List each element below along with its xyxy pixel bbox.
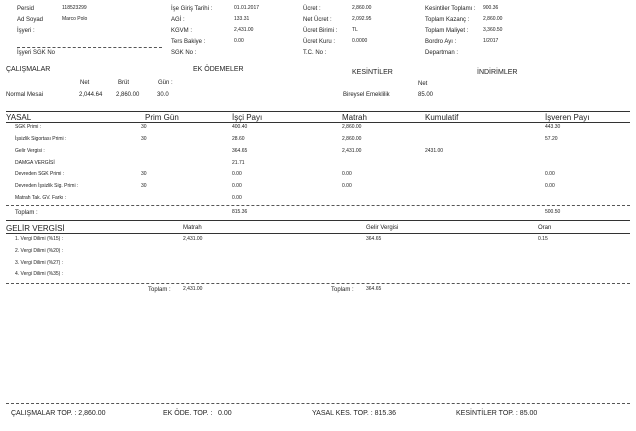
yasal-top-rule	[6, 111, 630, 112]
calismalar-gun-header: Gün :	[158, 80, 173, 86]
ucret-kuru-label: Ücret Kuru :	[303, 39, 336, 45]
gv-dilim2-label: 2. Vergi Dilimi (%20) :	[15, 248, 64, 254]
ucret-kuru-value: 0.0000	[352, 38, 368, 44]
yasal-row-label: İşsizlik Sigortası Primi :	[15, 136, 67, 142]
yasal-row-label: DAMGA VERGİSİ	[15, 160, 55, 166]
yasal-header-rule	[6, 122, 630, 123]
calismalar-title: ÇALIŞMALAR	[6, 66, 51, 73]
yasal-row-label: Devreden İşsizlik Sig. Primi :	[15, 183, 79, 189]
normal-mesai-brut: 2,860.00	[116, 92, 140, 98]
yasal-row-matrah: 2,860.00	[342, 136, 362, 142]
ucret-label: Ücret :	[303, 6, 321, 12]
ise-giris-value: 01.01.2017	[234, 5, 260, 11]
yasal-isveren-payi-header: İşveren Payı	[545, 113, 590, 122]
yasal-row-prim-gun: 30	[141, 171, 147, 177]
yasal-row-matrah: 2,431.00	[342, 148, 362, 154]
yasal-row-isveren: 443.30	[545, 124, 561, 130]
kesintiler-toplami-value: 900.36	[483, 5, 499, 11]
kgvm-label: KGVM :	[171, 28, 193, 34]
gv-dilim1-vergi: 364.65	[366, 236, 382, 242]
bordro-ayi-value: 1/2017	[483, 38, 499, 44]
gv-dilim1-matrah: 2,431.00	[183, 236, 203, 242]
footer-kesintiler-top: KESİNTİLER TOP. : 85.00	[456, 410, 538, 417]
gv-header-rule	[6, 233, 630, 234]
persid-label: Persid	[17, 6, 35, 12]
bireysel-emeklilik-value: 85.00	[418, 92, 434, 98]
gv-toplam-vergi: 364.65	[366, 286, 382, 292]
yasal-toplam-label: Toplam :	[15, 210, 38, 216]
gv-toplam-matrah: 2,431.00	[183, 286, 203, 292]
yasal-row-label: Matrah Tak. GV. Farkı :	[15, 195, 67, 201]
yasal-row-isveren: 0.00	[545, 171, 555, 177]
gv-dilim1-label: 1. Vergi Dilimi (%15) :	[15, 236, 64, 242]
yasal-row-isci: 0.00	[232, 183, 242, 189]
kgvm-value: 2,431.00	[234, 27, 254, 33]
gv-dilim4-label: 4. Vergi Dilimi (%35) :	[15, 271, 64, 277]
footer-ek-ode-top-value: 0.00	[218, 410, 232, 417]
agi-label: AGİ :	[171, 17, 185, 23]
persid-value: 118523299	[62, 5, 87, 11]
net-ucret-value: 2,092.95	[352, 16, 372, 22]
ucret-birimi-label: Ücret Birimi :	[303, 28, 338, 34]
calismalar-net-header: Net	[80, 80, 90, 86]
normal-mesai-label: Normal Mesai	[6, 92, 44, 98]
gv-toplam-matrah-label: Toplam :	[148, 287, 171, 293]
adsoyad-label: Ad Soyad	[17, 17, 44, 23]
yasal-matrah-header: Matrah	[342, 113, 367, 122]
gv-matrah-header: Matrah	[183, 225, 202, 231]
yasal-row-isci: 21.71	[232, 160, 245, 166]
yasal-toplam-isci: 815.36	[232, 209, 248, 215]
ters-bakiye-label: Ters Bakiye :	[171, 39, 206, 45]
toplam-maliyet-label: Toplam Maliyet :	[425, 28, 469, 34]
kesintiler-title: KESİNTİLER	[352, 69, 393, 76]
ucret-birimi-value: TL	[352, 27, 358, 33]
yasal-row-prim-gun: 30	[141, 124, 147, 130]
yasal-prim-gun-header: Prim Gün	[145, 113, 179, 122]
ise-giris-label: İşe Giriş Tarihi :	[171, 6, 213, 12]
yasal-row-label: SGK Primi :	[15, 124, 42, 130]
gv-oran-header: Oran	[538, 225, 552, 231]
yasal-row-prim-gun: 30	[141, 136, 147, 142]
footer-yasal-kes-top: YASAL KES. TOP. : 815.36	[312, 410, 397, 417]
bireysel-emeklilik-label: Bireysel Emeklilik	[343, 92, 390, 98]
toplam-kazanc-label: Toplam Kazanç :	[425, 17, 470, 23]
yasal-title: YASAL	[6, 113, 32, 122]
yasal-toplam-isveren: 500.50	[545, 209, 561, 215]
yasal-row-isci: 364.65	[232, 148, 248, 154]
sgk-no-label: SGK No :	[171, 50, 197, 56]
yasal-row-matrah: 2,860.00	[342, 124, 362, 130]
yasal-isci-payi-header: İşçi Payı	[232, 113, 263, 122]
isyeri-label: İşyeri :	[17, 28, 35, 34]
ek-odemeler-title: EK ÖDEMELER	[193, 66, 244, 73]
toplam-maliyet-value: 3,360.50	[483, 27, 503, 33]
yasal-row-isci: 28.60	[232, 136, 245, 142]
yasal-total-rule	[6, 205, 630, 206]
calismalar-brut-header: Brüt	[118, 80, 130, 86]
ters-bakiye-value: 0.00	[234, 38, 244, 44]
kesintiler-toplami-label: Kesintiler Toplamı :	[425, 6, 476, 12]
footer-calismalar-top: ÇALIŞMALAR TOP. : 2,860.00	[11, 410, 106, 417]
yasal-row-matrah: 0.00	[342, 171, 352, 177]
yasal-row-prim-gun: 30	[141, 183, 147, 189]
gv-total-rule	[6, 283, 630, 284]
header-divider	[17, 47, 162, 48]
normal-mesai-gun: 30.0	[157, 92, 169, 98]
yasal-row-label: Gelir Vergisi :	[15, 148, 45, 154]
yasal-row-isci: 0.00	[232, 195, 242, 201]
ucret-value: 2,860.00	[352, 5, 372, 11]
yasal-row-kumulatif: 2431.00	[425, 148, 444, 154]
gelir-vergisi-top-rule	[6, 220, 630, 221]
yasal-row-label: Devreden SGK Primi :	[15, 171, 65, 177]
footer-ek-ode-top-label: EK ÖDE. TOP. :	[163, 410, 213, 417]
yasal-kumulatif-header: Kumulatif	[425, 113, 459, 122]
normal-mesai-net: 2,044.64	[79, 92, 103, 98]
indirimler-title: İNDİRİMLER	[477, 69, 518, 76]
net-ucret-label: Net Ücret :	[303, 17, 332, 23]
departman-label: Departman :	[425, 50, 459, 56]
kesintiler-net-header: Net	[418, 81, 428, 87]
yasal-row-isveren: 0.00	[545, 183, 555, 189]
yasal-row-isveren: 57.20	[545, 136, 558, 142]
toplam-kazanc-value: 2,860.00	[483, 16, 503, 22]
gv-gelir-vergisi-header: Gelir Vergisi	[366, 225, 399, 231]
adsoyad-value: Marco Polo	[62, 16, 88, 22]
yasal-row-matrah: 0.00	[342, 183, 352, 189]
yasal-row-isci: 400.40	[232, 124, 248, 130]
yasal-row-isci: 0.00	[232, 171, 242, 177]
footer-rule	[6, 403, 630, 404]
gv-toplam-vergi-label: Toplam :	[331, 287, 354, 293]
gv-dilim1-oran: 0.15	[538, 236, 548, 242]
bordro-ayi-label: Bordro Ayı :	[425, 39, 457, 45]
gv-dilim3-label: 3. Vergi Dilimi (%27) :	[15, 260, 64, 266]
gelir-vergisi-title: GELİR VERGİSİ	[6, 224, 65, 233]
isyeri-sgk-no-label: İşyeri SGK No	[17, 50, 56, 56]
agi-value: 133.31	[234, 16, 250, 22]
tc-no-label: T.C. No :	[303, 50, 327, 56]
